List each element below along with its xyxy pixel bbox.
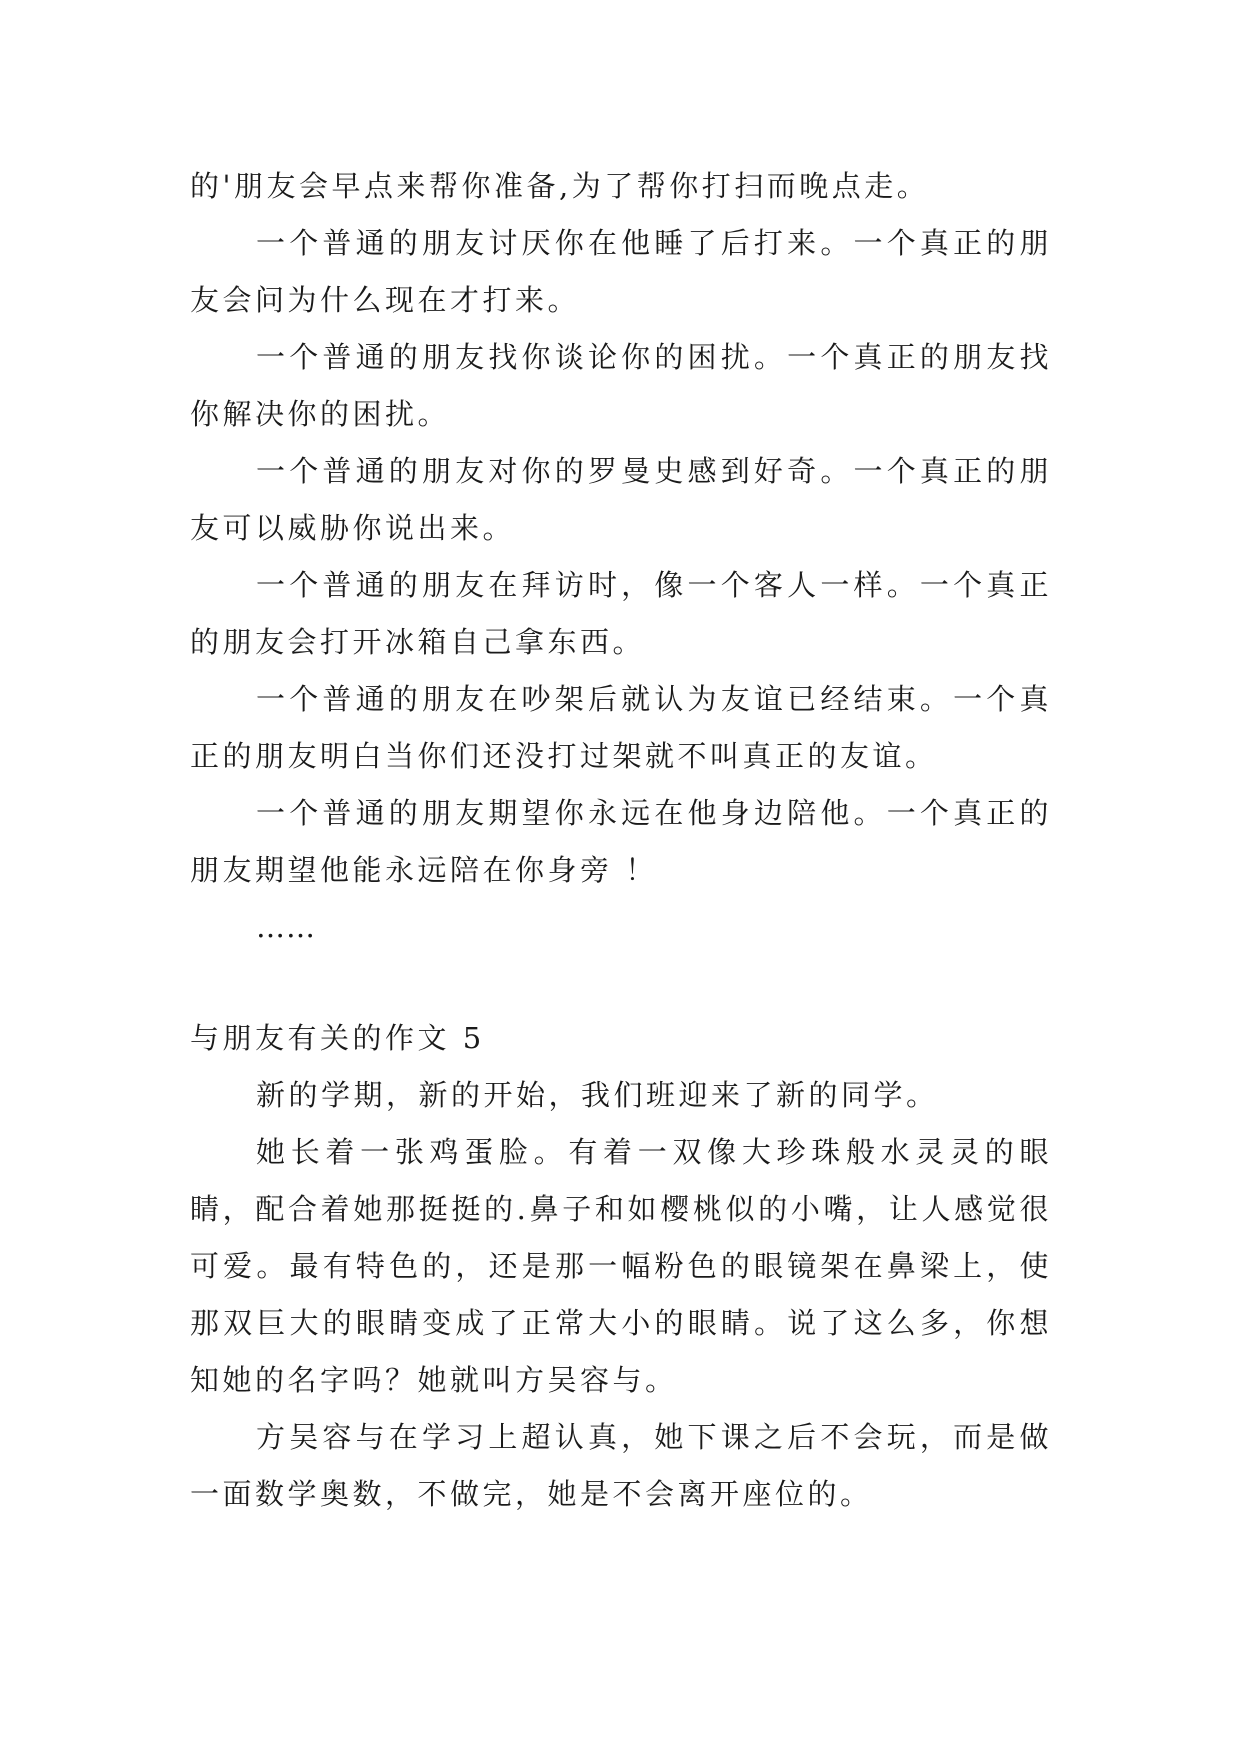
paragraph: 方吴容与在学习上超认真，她下课之后不会玩，而是做一面数学奥数，不做完，她是不会离开座位的。 [190,1420,1052,1511]
paragraph: 一个普通的朋友讨厌你在他睡了后打来。一个真正的朋友会问为什么现在才打来。 [190,226,1052,317]
section-heading: 与朋友有关的作文 5 [190,1021,485,1055]
paragraph: 一个普通的朋友在吵架后就认为友谊已经结束。一个真正的朋友明白当你们还没打过架就不叫真正的友谊。 [190,682,1052,773]
paragraph: 的'朋友会早点来帮你准备,为了帮你打扫而晚点走。 [190,169,930,203]
paragraph: 一个普通的朋友期望你永远在他身边陪他。一个真正的朋友期望他能永远陪在你身旁 ！ [190,796,1052,887]
section-gap [190,956,1052,1010]
paragraph: 一个普通的朋友对你的罗曼史感到好奇。一个真正的朋友可以威胁你说出来。 [190,454,1052,545]
paragraph: 一个普通的朋友找你谈论你的困扰。一个真正的朋友找你解决你的困扰。 [190,340,1052,431]
paragraph: 新的学期，新的开始，我们班迎来了新的同学。 [256,1078,939,1112]
ellipsis: …… [256,910,316,944]
paragraph: 她长着一张鸡蛋脸。有着一双像大珍珠般水灵灵的眼睛，配合着她那挺挺的.鼻子和如樱桃似的小嘴，让人感觉很可爱。最有特色的，还是那一幅粉色的眼镜架在鼻梁上，使那双巨大的眼睛变成了正常大小的眼睛。说了这么多，你想知她的名字吗？她就叫方吴容与。 [190,1135,1052,1397]
document-page [190,158,1052,1523]
paragraph: 一个普通的朋友在拜访时，像一个客人一样。一个真正的朋友会打开冰箱自己拿东西。 [190,568,1052,659]
